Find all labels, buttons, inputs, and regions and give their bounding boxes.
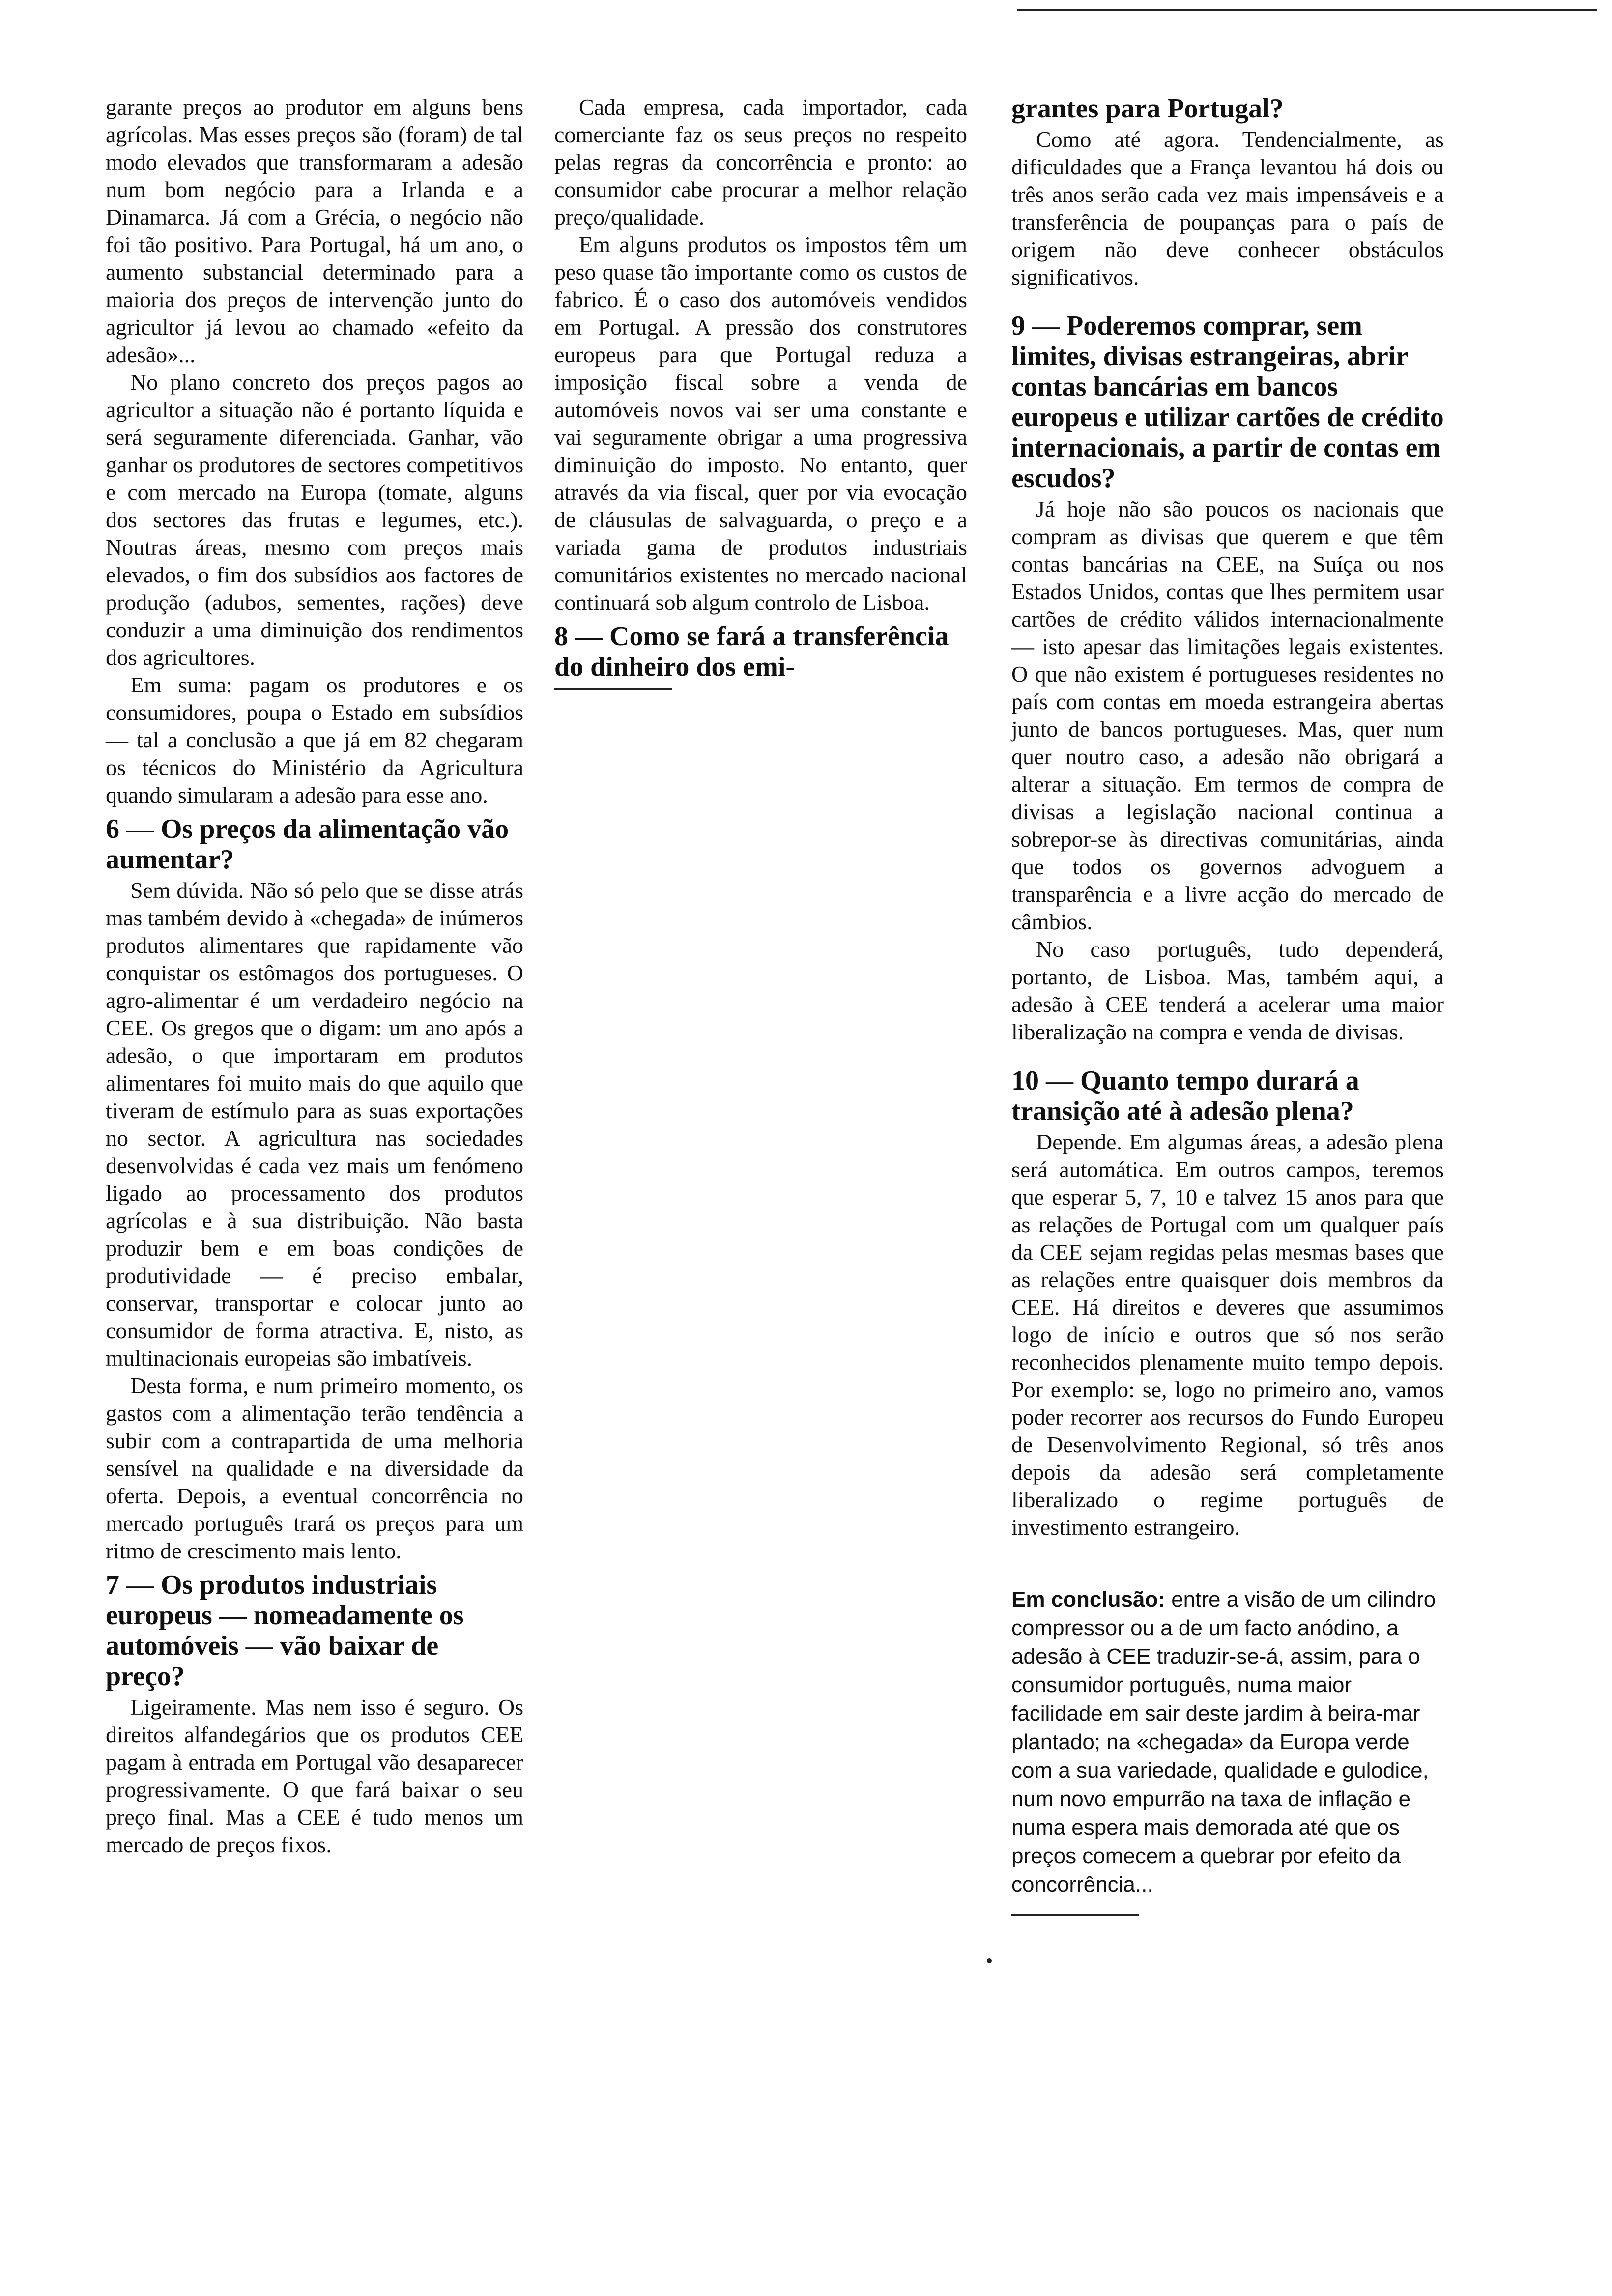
- heading-8: 8 — Como se fará a transferência do dinheiro dos emi-: [554, 621, 949, 682]
- col3-paragraph-2: Já hoje não são poucos os nacionais que compram as divisas que querem e que têm contas bancárias na CEE, na Suíça ou nos Estados Unidos, contas que lhes permitem usar cartões de crédito válidos internacionalmente — isto apesar das limitações legais existentes. O que não existem é portugueses residentes no país com contas em moeda estrangeira abertas junto de bancos portugueses. Mas, quer num quer noutro caso, a adesão não obrigará a alterar a situação. Em termos de compra de divisas a legislação nacional continua a sobrepor-se às directivas comunitárias, ainda que todos os governos advoguem a transparência e a livre acção do mercado de câmbios.: [1011, 496, 1444, 934]
- col1-paragraph-5: Desta forma, e num primeiro momento, os gastos com a alimentação terão tendência a subir com a contrapartida de uma melhoria sensível na qualidade e na diversidade da oferta. Depois, a eventual concorrência no mercado português trará os preços para um ritmo de crescimento mais lento.: [106, 1373, 523, 1563]
- col1-paragraph-4: Sem dúvida. Não só pelo que se disse atrás mas também devido à «chegada» de inúmeros produtos alimentares que rapidamente vão conquistar os estômagos dos portugueses. O agro-alimentar é um verdadeiro negócio na CEE. Os gregos que o digam: um ano após a adesão, o que importaram em produtos alimentares foi muito mais do que aquilo que tiveram de estímulo para as suas exportações no sector. A agricultura nas sociedades desenvolvidas é cada vez mais um fenómeno ligado ao processamento dos produtos agrícolas e à sua distribuição. Não basta produzir bem e em boas condições de produtividade — é preciso embalar, conservar, transportar e colocar junto ao consumidor de forma atractiva. E, nisto, as multinacionais europeias são imbatíveis.: [106, 878, 523, 1371]
- conclusion-box: [1011, 1585, 1444, 1899]
- col2-paragraph-1: Cada empresa, cada importador, cada comerciante faz os seus preços no respeito pelas regras da concorrência e pronto: ao consumidor cabe procurar a melhor relação preço/qualidade.: [554, 94, 967, 230]
- col3-paragraph-1: Como até agora. Tendencialmente, as dificuldades que a França levantou há dois ou três anos serão cada vez mais impensáveis e a transferência de poupanças para o país de origem não deve conhecer obstáculos significativos.: [1011, 127, 1444, 289]
- heading-9: 9 — Poderemos comprar, sem limites, divisas estrangeiras, abrir contas bancárias em bancos europeus e utilizar cartões de crédito internacionais, a partir de contas em escudos?: [1011, 311, 1444, 493]
- col1-paragraph-6: Ligeiramente. Mas nem isso é seguro. Os direitos alfandegários que os produtos CEE pagam à entrada em Portugal vão desaparecer progressivamente. O que fará baixar o seu preço final. Mas a CEE é tudo menos um mercado de preços fixos.: [106, 1694, 523, 1857]
- col3-paragraph-3: No caso português, tudo dependerá, portanto, de Lisboa. Mas, também aqui, a adesão à CEE tenderá a acelerar uma maior liberalização na compra e venda de divisas.: [1011, 937, 1444, 1044]
- top-rule: [1017, 9, 1597, 11]
- col2-end-rule: [554, 688, 672, 690]
- col1-paragraph-1: garante preços ao produtor em alguns bens agrícolas. Mas esses preços são (foram) de tal modo elevados que transformaram a adesão num bom negócio para a Irlanda e a Dinamarca. Já com a Grécia, o negócio não foi tão positivo. Para Portugal, há um ano, o aumento substancial determinado para a maioria dos preços de intervenção junto do agricultor já levou ao chamado «efeito da adesão»...: [106, 94, 523, 367]
- heading-6: 6 — Os preços da alimentação vão aumentar?: [106, 814, 509, 875]
- margin-mark: [987, 1958, 992, 1963]
- column-3: [1011, 93, 1444, 1916]
- col1-paragraph-3: Em suma: pagam os produtores e os consumidores, poupa o Estado em subsídios — tal a conclusão a que já em 82 chegaram os técnicos do Ministério da Agricultura quando simularam a adesão para esse ano.: [106, 672, 523, 807]
- column-2: [554, 93, 967, 690]
- conclusion-label: Em conclusão:: [1011, 1587, 1165, 1611]
- col2-paragraph-2: Em alguns produtos os impostos têm um peso quase tão importante como os custos de fabrico. É o caso dos automóveis vendidos em Portugal. A pressão dos construtores europeus para que Portugal reduza a imposição fiscal sobre a venda de automóveis novos vai ser uma constante e vai seguramente obrigar a uma progressiva diminuição do imposto. No entanto, quer através da via fiscal, quer por via evocação de cláusulas de salvaguarda, o preço e a variada gama de produtos industriais comunitários existentes no mercado nacional continuará sob algum controlo de Lisboa.: [554, 232, 967, 615]
- heading-7: 7 — Os produtos industriais europeus — nomeadamente os automóveis — vão baixar de preço?: [106, 1570, 464, 1692]
- conclusion-text: entre a visão de um cilindro compressor ou a de um facto anódino, a adesão à CEE traduzir-se-á, assim, para o consumidor português, numa maior facilidade em sair deste jardim à beira-mar plantado; na «chegada» da Europa verde com a sua variedade, qualidade e gulodice, num novo empurrão na taxa de inflação e numa espera mais demorada até que os preços comecem a quebrar por efeito da concorrência...: [1011, 1587, 1436, 1896]
- heading-10: 10 — Quanto tempo durará a transição até à adesão plena?: [1011, 1065, 1359, 1126]
- col3-paragraph-4: Depende. Em algumas áreas, a adesão plena será automática. Em outros campos, teremos que esperar 5, 7, 10 e talvez 15 anos para que as relações de Portugal com um qualquer país da CEE sejam regidas pelas mesmas bases que as relações entre quaisquer dois membros da CEE. Há direitos e deveres que assumimos logo de início e outros que só nos serão reconhecidos plenamente muito tempo depois. Por exemplo: se, logo no primeiro ano, vamos poder recorrer aos recursos do Fundo Europeu de Desenvolvimento Regional, só três anos depois da adesão será completamente liberalizado o regime português de investimento estrangeiro.: [1011, 1129, 1444, 1540]
- heading-8-continued: grantes para Portugal?: [1011, 93, 1284, 124]
- conclusion-end-rule: [1011, 1914, 1139, 1916]
- col1-paragraph-2: No plano concreto dos preços pagos ao agricultor a situação não é portanto líquida e será seguramente diferenciada. Ganhar, vão ganhar os produtores de sectores competitivos e com mercado na Europa (tomate, alguns dos sectores das frutas e legumes, etc.). Noutras áreas, mesmo com preços mais elevados, o fim dos subsídios aos factores de produção (adubos, sementes, rações) deve conduzir a uma diminuição dos rendimentos dos agricultores.: [106, 370, 523, 670]
- column-1: [106, 93, 523, 1859]
